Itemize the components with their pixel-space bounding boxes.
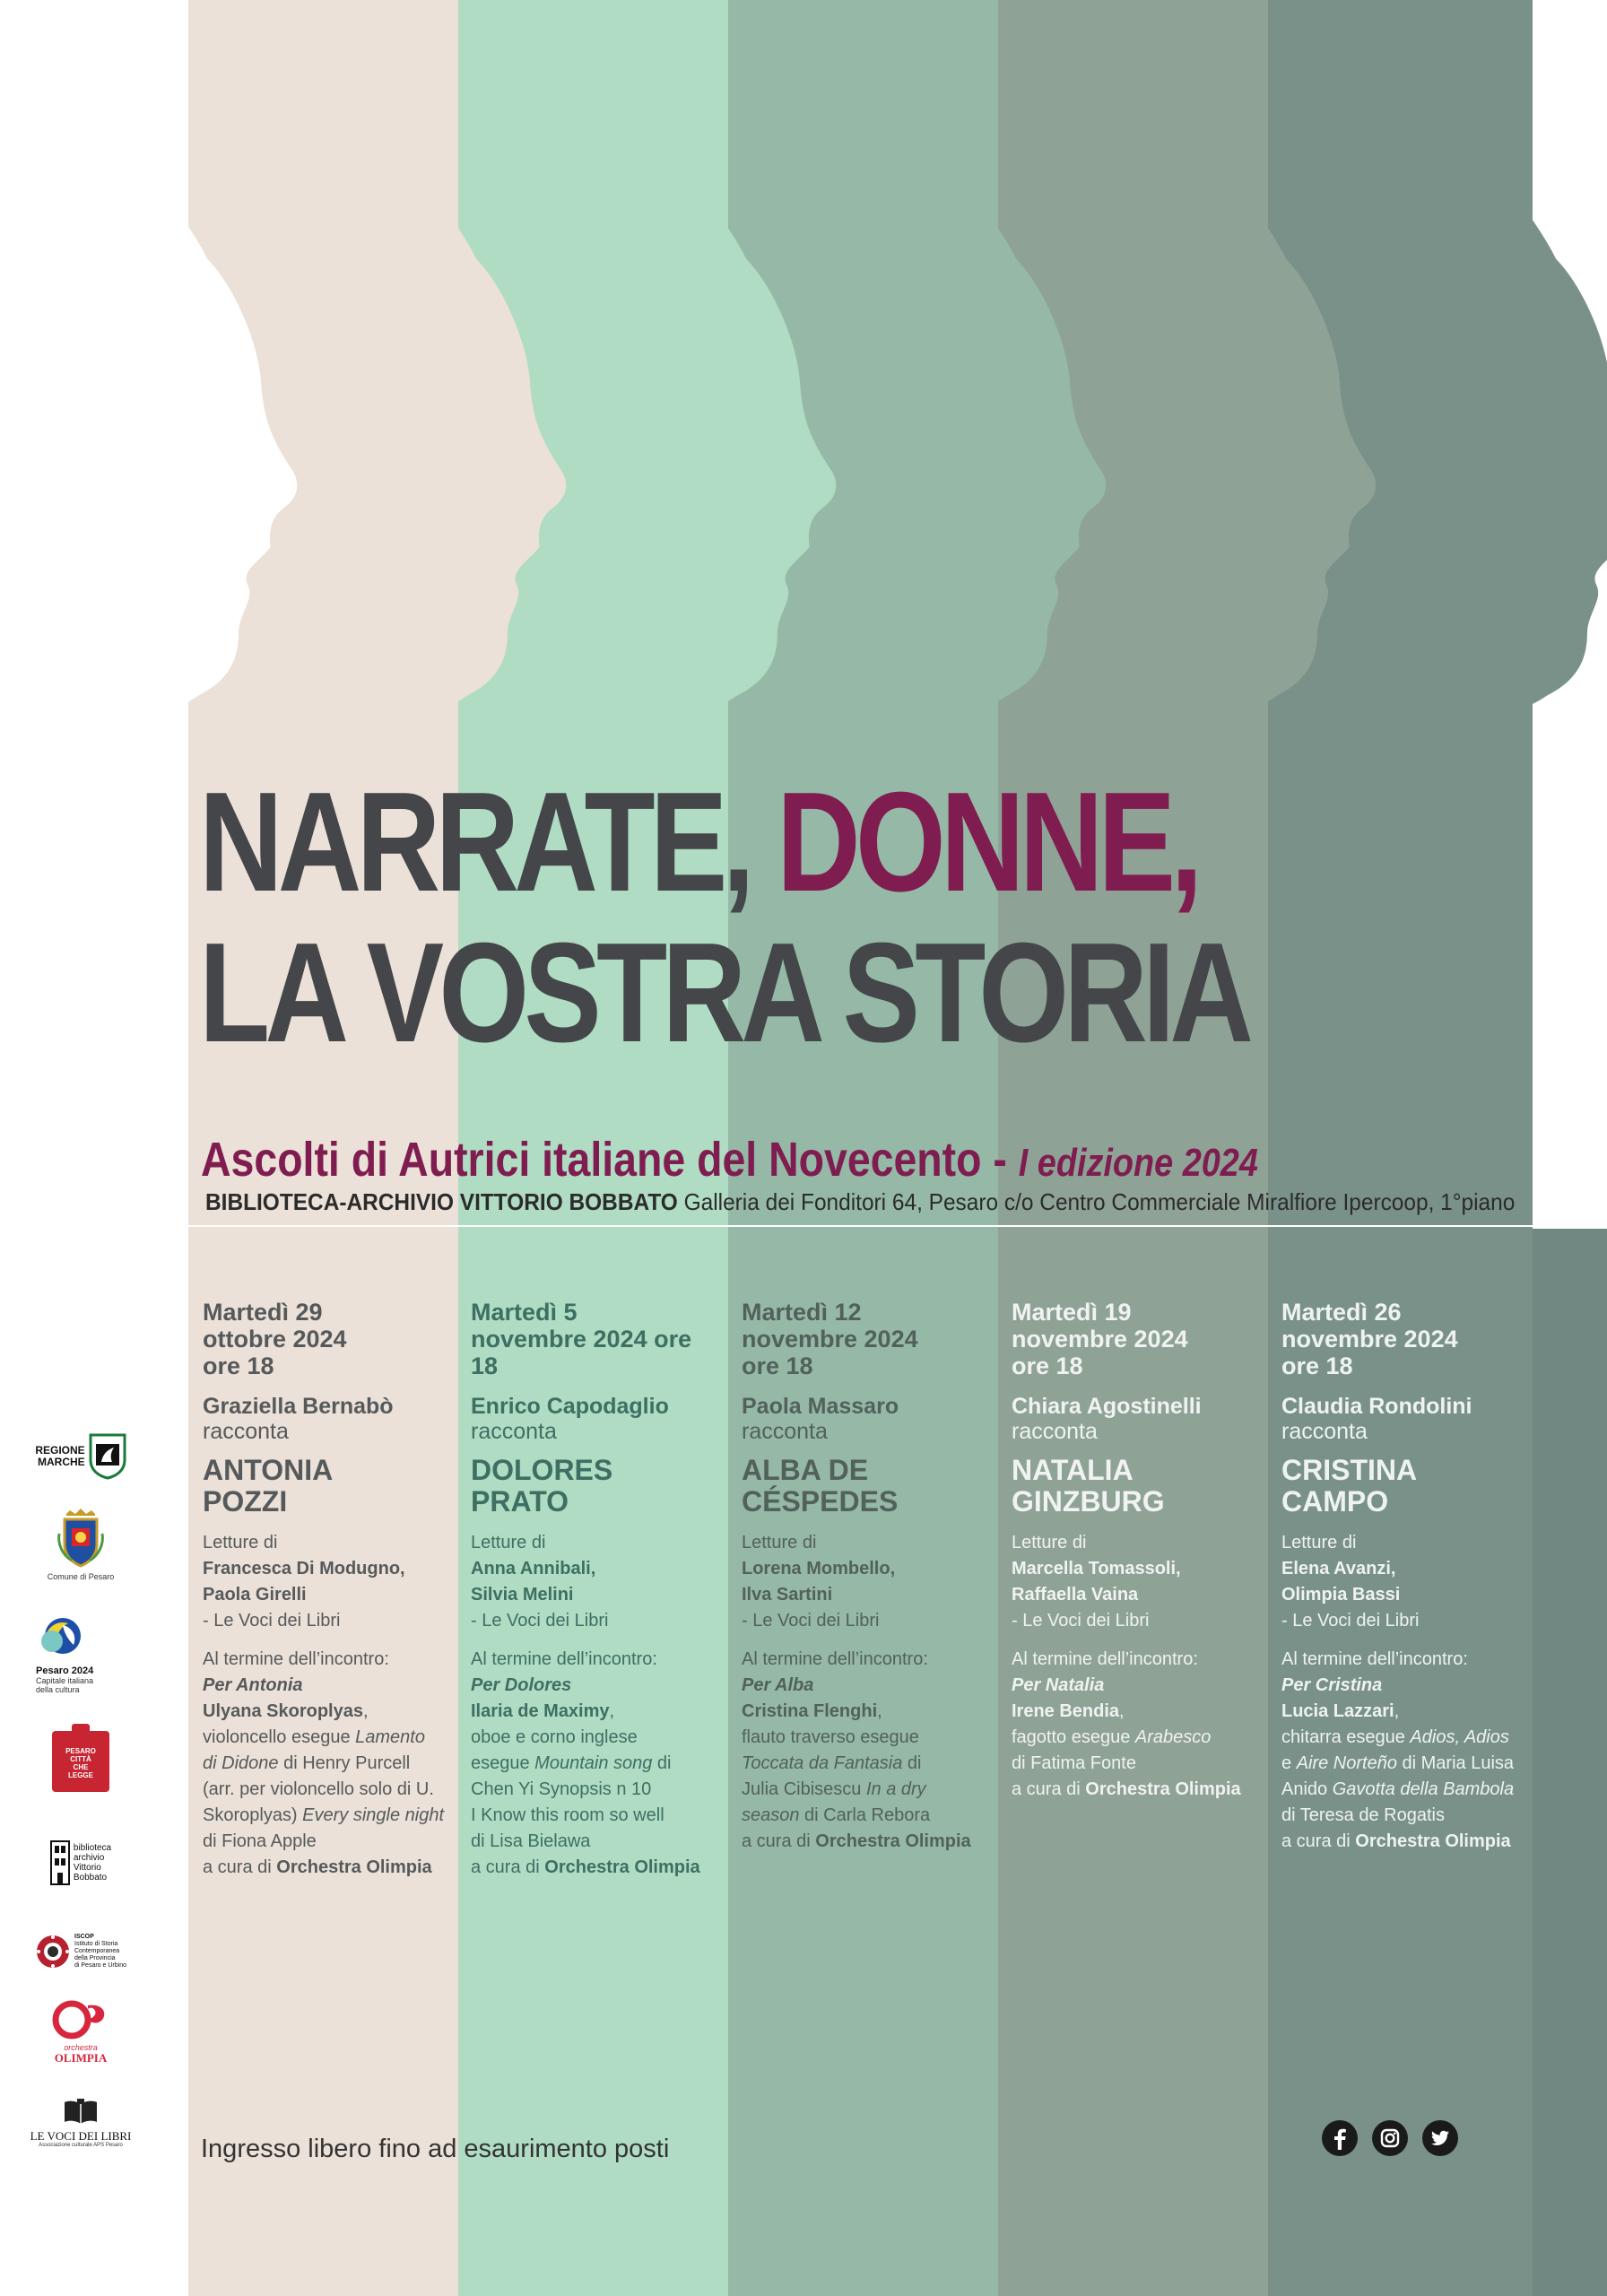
venue-address: Galleria dei Fonditori 64, Pesaro c/o Centro Commerciale Miralfiore Ipercoop, 1°piano [677, 1188, 1516, 1215]
pesaro-coat-of-arms-icon [56, 1509, 106, 1568]
event-closing [471, 1647, 722, 1881]
event-performance-text: , [877, 1701, 882, 1721]
event-readings-label: Letture di [1012, 1533, 1087, 1552]
event-date-line: Martedì 29 [203, 1299, 323, 1326]
event-reader: Lorena Mombello, [742, 1559, 896, 1578]
event-closing [1281, 1647, 1533, 1855]
biblioteca-archivio-bobbato-logo [27, 1840, 135, 1885]
iscop-text-3: Contemporanea [74, 1948, 120, 1954]
comune-di-pesaro-text: Comune di Pesaro [47, 1572, 115, 1581]
event-performance-line [742, 1751, 993, 1777]
iscop-text-5: di Pesaro e Urbino [74, 1962, 126, 1969]
event-performance-text: , [609, 1701, 615, 1721]
women-profiles-illustration [0, 0, 1607, 726]
le-voci-dei-libri-text: LE VOCI DEI LIBRI [30, 2129, 132, 2143]
event-performance-text: chitarra esegue [1281, 1727, 1411, 1747]
event-closing-label: Al termine dell’incontro: [203, 1649, 389, 1669]
event-readings-label: Letture di [203, 1533, 278, 1552]
event-performance-text: esegue [471, 1753, 535, 1773]
event-performance-text: Gavotta della Bambola [1332, 1779, 1515, 1799]
event-column [1012, 1299, 1263, 1803]
event-performance-text: , [362, 1701, 369, 1721]
event-performance-line [1281, 1725, 1533, 1751]
event-performance-text: violoncello esegue [203, 1727, 356, 1747]
title-accent: DONNE, [777, 763, 1198, 921]
event-performance-text: a cura di [1281, 1831, 1356, 1851]
event-performance-text: Irene Bendia [1012, 1701, 1120, 1721]
event-readings [1012, 1530, 1263, 1634]
event-date-line: Martedì 26 [1281, 1299, 1402, 1326]
event-date-line: novembre 2024 [1012, 1326, 1188, 1352]
event-readings-label: Letture di [742, 1533, 817, 1552]
event-performance-text: di Teresa de Rogatis [1281, 1805, 1445, 1825]
regione-marche-logo [27, 1433, 135, 1480]
event-date-line: ottobre 2024 [203, 1326, 347, 1352]
regione-marche-text-1: REGIONE [35, 1444, 85, 1457]
le-voci-dei-libri-logo [27, 2099, 135, 2149]
event-performance-text: , [1119, 1701, 1125, 1721]
event-performance-text: a cura di [471, 1857, 545, 1877]
event-readings-label: Letture di [471, 1533, 546, 1552]
event-closing [203, 1647, 454, 1881]
event-author-line: CRISTINA [1281, 1454, 1418, 1486]
event-dedication: Per Dolores [471, 1675, 572, 1695]
event-performance-line [1012, 1777, 1263, 1803]
event-author-line: DOLORES [471, 1454, 613, 1486]
event-column [203, 1299, 454, 1881]
event-performance-text: I Know this room so well [471, 1805, 665, 1825]
event-author [203, 1455, 454, 1518]
citta-che-legge-text-2: CITTÀ [70, 1755, 91, 1763]
venue-line [205, 1188, 1515, 1216]
biblioteca-building-icon [50, 1840, 70, 1885]
profile-1 [283, 0, 566, 725]
pesaro-citta-che-legge-logo [27, 1731, 135, 1796]
event-reader: Francesca Di Modugno, [203, 1559, 405, 1578]
event-author-line: ALBA DE [742, 1454, 869, 1486]
event-performance-line [1281, 1699, 1533, 1725]
event-reader: Ilva Sartini [742, 1585, 833, 1605]
event-column [742, 1299, 993, 1855]
event-performance-line [203, 1855, 454, 1881]
event-date-line: ore 18 [742, 1352, 813, 1379]
event-performance-text: Orchestra Olimpia [544, 1857, 700, 1877]
event-closing-label: Al termine dell’incontro: [471, 1649, 657, 1669]
event-date [1281, 1299, 1533, 1379]
event-performance-line [203, 1699, 454, 1725]
event-closing-label: Al termine dell’incontro: [1012, 1649, 1198, 1669]
event-performance-text: Arabesco [1134, 1727, 1212, 1747]
event-dedication: Per Cristina [1281, 1675, 1383, 1695]
event-date-line: Martedì 12 [742, 1299, 862, 1326]
event-closing [742, 1647, 993, 1855]
event-author [742, 1455, 993, 1518]
event-closing [1012, 1647, 1263, 1803]
facebook-icon[interactable] [1322, 2120, 1358, 2156]
entry-note: Ingresso libero fino ad esaurimento posti [201, 2135, 670, 2163]
orchestra-olimpia-text-2: OLIMPIA [54, 2051, 108, 2065]
event-performance-line [742, 1829, 993, 1855]
event-author-line: NATALIA [1012, 1454, 1134, 1486]
event-performance-text: Orchestra Olimpia [276, 1857, 432, 1877]
event-performance-text: di Lisa Bielawa [471, 1831, 591, 1851]
event-speaker: Graziella Bernabò [203, 1394, 394, 1419]
event-performance-text: Mountain song [534, 1753, 653, 1773]
event-performance-text: di Henry Purcell [278, 1753, 411, 1773]
event-author-line: CAMPO [1281, 1485, 1389, 1518]
event-performance-line [742, 1725, 993, 1751]
event-performance-text: Skoroplyas) [203, 1805, 303, 1825]
title-line-2: LA VOSTRA STORIA [199, 914, 1249, 1072]
event-performance-text: a cura di [742, 1831, 816, 1851]
profile-4 [1093, 0, 1376, 725]
event-performance-line [471, 1829, 722, 1855]
event-reader: Silvia Melini [471, 1585, 574, 1605]
open-book-icon [63, 2099, 99, 2126]
event-performance-text: di Fatima Fonte [1012, 1753, 1136, 1773]
pesaro-2024-subtext-1: Capitale italiana [36, 1676, 94, 1685]
event-performance-text: Lucia Lazzari [1281, 1701, 1394, 1721]
regione-marche-shield-icon [89, 1433, 126, 1480]
event-author-line: GINZBURG [1012, 1485, 1165, 1518]
pesaro-2024-text: Pesaro 2024 [36, 1665, 94, 1676]
iscop-rosette-icon [35, 1934, 71, 1970]
event-date-line: ore 18 [203, 1352, 274, 1379]
event-reader: Paola Girelli [203, 1585, 307, 1605]
event-performance-text: Lamento [355, 1727, 425, 1747]
event-racconta: racconta [1012, 1419, 1098, 1444]
event-group: - Le Voci dei Libri [203, 1611, 341, 1631]
event-performance-text: Orchestra Olimpia [1355, 1831, 1511, 1851]
event-performance-text: e [1281, 1753, 1297, 1773]
event-speaker: Paola Massaro [742, 1394, 899, 1419]
event-performance-line [742, 1699, 993, 1725]
event-dedication: Per Antonia [203, 1675, 303, 1695]
event-performance-line [471, 1777, 722, 1803]
event-performance-line [1012, 1699, 1263, 1725]
event-date-line: Martedì 5 [471, 1299, 578, 1326]
comune-di-pesaro-logo [27, 1509, 135, 1581]
event-performance-line [1281, 1803, 1533, 1829]
event-performance-line [471, 1803, 722, 1829]
event-performance-text: Ulyana Skoroplyas [203, 1701, 363, 1721]
event-performance-text: a cura di [1012, 1779, 1086, 1799]
subtitle-main: Ascolti di Autrici italiane del Novecento - [201, 1133, 1019, 1187]
event-date [471, 1299, 722, 1379]
twitter-icon[interactable] [1422, 2120, 1458, 2156]
profile-2 [553, 0, 836, 725]
event-readings-label: Letture di [1281, 1533, 1357, 1552]
event-reader: Anna Annibali, [471, 1559, 596, 1578]
event-performance-text: di [902, 1753, 922, 1773]
orchestra-olimpia-text-1: orchestra [64, 2043, 98, 2052]
iscop-logo [27, 1934, 135, 1970]
event-performance-text: season [742, 1805, 800, 1825]
event-performance-line [471, 1855, 722, 1881]
orchestra-olimpia-logo [27, 2000, 135, 2064]
event-performance-text: oboe e corno inglese [471, 1727, 638, 1747]
event-date-line: 18 [471, 1352, 499, 1379]
event-performance-text: Julia Cibisescu [742, 1779, 866, 1799]
event-readings [1281, 1530, 1533, 1634]
event-date [203, 1299, 454, 1379]
event-dedication: Per Natalia [1012, 1675, 1105, 1695]
biblioteca-text-2: archivio [73, 1853, 105, 1863]
biblioteca-text-4: Bobbato [73, 1873, 108, 1883]
subtitle [201, 1132, 1258, 1187]
event-performance-text: Every single night [302, 1805, 445, 1825]
iscop-text-1: ISCOP [74, 1934, 94, 1940]
event-date-line: novembre 2024 ore [471, 1326, 692, 1352]
event-performance-line [1012, 1751, 1263, 1777]
event-speaker: Chiara Agostinelli [1012, 1394, 1202, 1419]
event-racconta: racconta [203, 1419, 289, 1444]
title-line-1 [199, 763, 1248, 921]
event-date [1012, 1299, 1263, 1379]
event-readings [203, 1530, 454, 1634]
event-performance-text: Adios, Adios [1410, 1727, 1509, 1747]
event-date-line: ore 18 [1012, 1352, 1083, 1379]
event-date-line: ore 18 [1281, 1352, 1353, 1379]
event-column [1281, 1299, 1533, 1855]
event-performance-text: a cura di [203, 1857, 277, 1877]
event-group: - Le Voci dei Libri [1012, 1611, 1150, 1631]
instagram-icon[interactable] [1372, 2120, 1408, 2156]
event-performance-text: di [652, 1753, 672, 1773]
event-performance-text: di Carla Rebora [799, 1805, 931, 1825]
event-closing-label: Al termine dell’incontro: [1281, 1649, 1468, 1669]
event-date-line: Martedì 19 [1012, 1299, 1132, 1326]
event-performance-text: Chen Yi Synopsis n 10 [471, 1779, 652, 1799]
event-performance-text: In a dry [865, 1779, 926, 1799]
event-author [471, 1455, 722, 1518]
event-performance-line [1012, 1725, 1263, 1751]
le-voci-dei-libri-subtext: Associazione culturale APS Pesaro [39, 2143, 123, 2148]
event-performance-text: (arr. per violoncello solo di U. [203, 1779, 434, 1799]
orchestra-olimpia-mark-icon [52, 2000, 109, 2039]
event-performance-text: Anido [1281, 1779, 1333, 1799]
event-group: - Le Voci dei Libri [742, 1611, 880, 1631]
event-author-line: CÉSPEDES [742, 1485, 899, 1518]
event-reader: Marcella Tomassoli, [1012, 1559, 1181, 1578]
profile-5 [1363, 0, 1607, 725]
biblioteca-text-1: biblioteca [73, 1843, 112, 1853]
event-readings [742, 1530, 993, 1634]
event-performance-text: , [1394, 1701, 1400, 1721]
event-author-line: ANTONIA [203, 1454, 334, 1486]
event-performance-line [471, 1699, 722, 1725]
event-performance-line [742, 1777, 993, 1803]
event-group: - Le Voci dei Libri [1281, 1611, 1420, 1631]
title-part1: NARRATE, [199, 763, 777, 921]
event-performance-line [203, 1829, 454, 1855]
event-date-line: novembre 2024 [1281, 1326, 1458, 1352]
profile-3 [823, 0, 1106, 725]
subtitle-edition: I edizione 2024 [1018, 1141, 1258, 1185]
event-readings [471, 1530, 722, 1634]
event-performance-text: di Didone [203, 1753, 279, 1773]
event-speaker: Enrico Capodaglio [471, 1394, 669, 1419]
biblioteca-text-3: Vittorio [73, 1863, 101, 1873]
event-performance-text: di Fiona Apple [203, 1831, 317, 1851]
event-reader: Olimpia Bassi [1281, 1585, 1401, 1605]
event-performance-text: Orchestra Olimpia [815, 1831, 971, 1851]
event-performance-line [1281, 1751, 1533, 1777]
event-performance-line [471, 1725, 722, 1751]
event-performance-line [203, 1751, 454, 1777]
event-performance-text: flauto traverso esegue [742, 1727, 919, 1747]
event-performance-text: Ilaria de Maximy [471, 1701, 610, 1721]
event-performance-text: Aire Norteño [1296, 1753, 1397, 1773]
citta-che-legge-text-4: LEGGE [67, 1771, 93, 1779]
venue-name: BIBLIOTECA-ARCHIVIO VITTORIO BOBBATO [205, 1188, 678, 1215]
event-date [742, 1299, 993, 1379]
event-date-line: novembre 2024 [742, 1326, 918, 1352]
citta-che-legge-text-3: CHE [73, 1763, 89, 1771]
event-performance-text: di Maria Luisa [1396, 1753, 1515, 1773]
event-performance-text: fagotto esegue [1012, 1727, 1135, 1747]
stripe-dark-green [1533, 1229, 1607, 2296]
event-author-line: POZZI [203, 1485, 288, 1518]
event-group: - Le Voci dei Libri [471, 1611, 609, 1631]
event-dedication: Per Alba [742, 1675, 814, 1695]
page-title [199, 763, 1249, 1072]
pesaro-2024-subtext-2: della cultura [36, 1685, 80, 1694]
pesaro-2024-logo [36, 1616, 143, 1694]
event-performance-line [1281, 1829, 1533, 1855]
event-performance-text: Cristina Flenghi [742, 1701, 878, 1721]
event-performance-line [203, 1777, 454, 1803]
event-performance-line [471, 1751, 722, 1777]
pesaro-2024-mark-icon [36, 1616, 83, 1661]
event-performance-line [742, 1803, 993, 1829]
regione-marche-text-2: MARCHE [38, 1456, 85, 1468]
event-performance-line [1281, 1777, 1533, 1803]
event-speaker: Claudia Rondolini [1281, 1394, 1472, 1419]
event-performance-line [203, 1803, 454, 1829]
iscop-text-4: della Provincia [74, 1955, 116, 1961]
event-reader: Elena Avanzi, [1281, 1559, 1396, 1578]
event-column [471, 1299, 722, 1881]
event-closing-label: Al termine dell’incontro: [742, 1649, 928, 1669]
event-author [1012, 1455, 1263, 1518]
divider [188, 1225, 1607, 1227]
citta-che-legge-text-1: PESARO [65, 1747, 96, 1755]
event-author [1281, 1455, 1533, 1518]
event-racconta: racconta [742, 1419, 828, 1444]
event-racconta: racconta [471, 1419, 557, 1444]
event-author-line: PRATO [471, 1485, 569, 1518]
event-reader: Raffaella Vaina [1012, 1585, 1139, 1605]
event-racconta: racconta [1281, 1419, 1368, 1444]
event-performance-text: Orchestra Olimpia [1085, 1779, 1241, 1799]
event-performance-text: Toccata da Fantasia [742, 1753, 903, 1773]
event-performance-line [203, 1725, 454, 1751]
iscop-text-2: Istituto di Storia [74, 1941, 118, 1947]
